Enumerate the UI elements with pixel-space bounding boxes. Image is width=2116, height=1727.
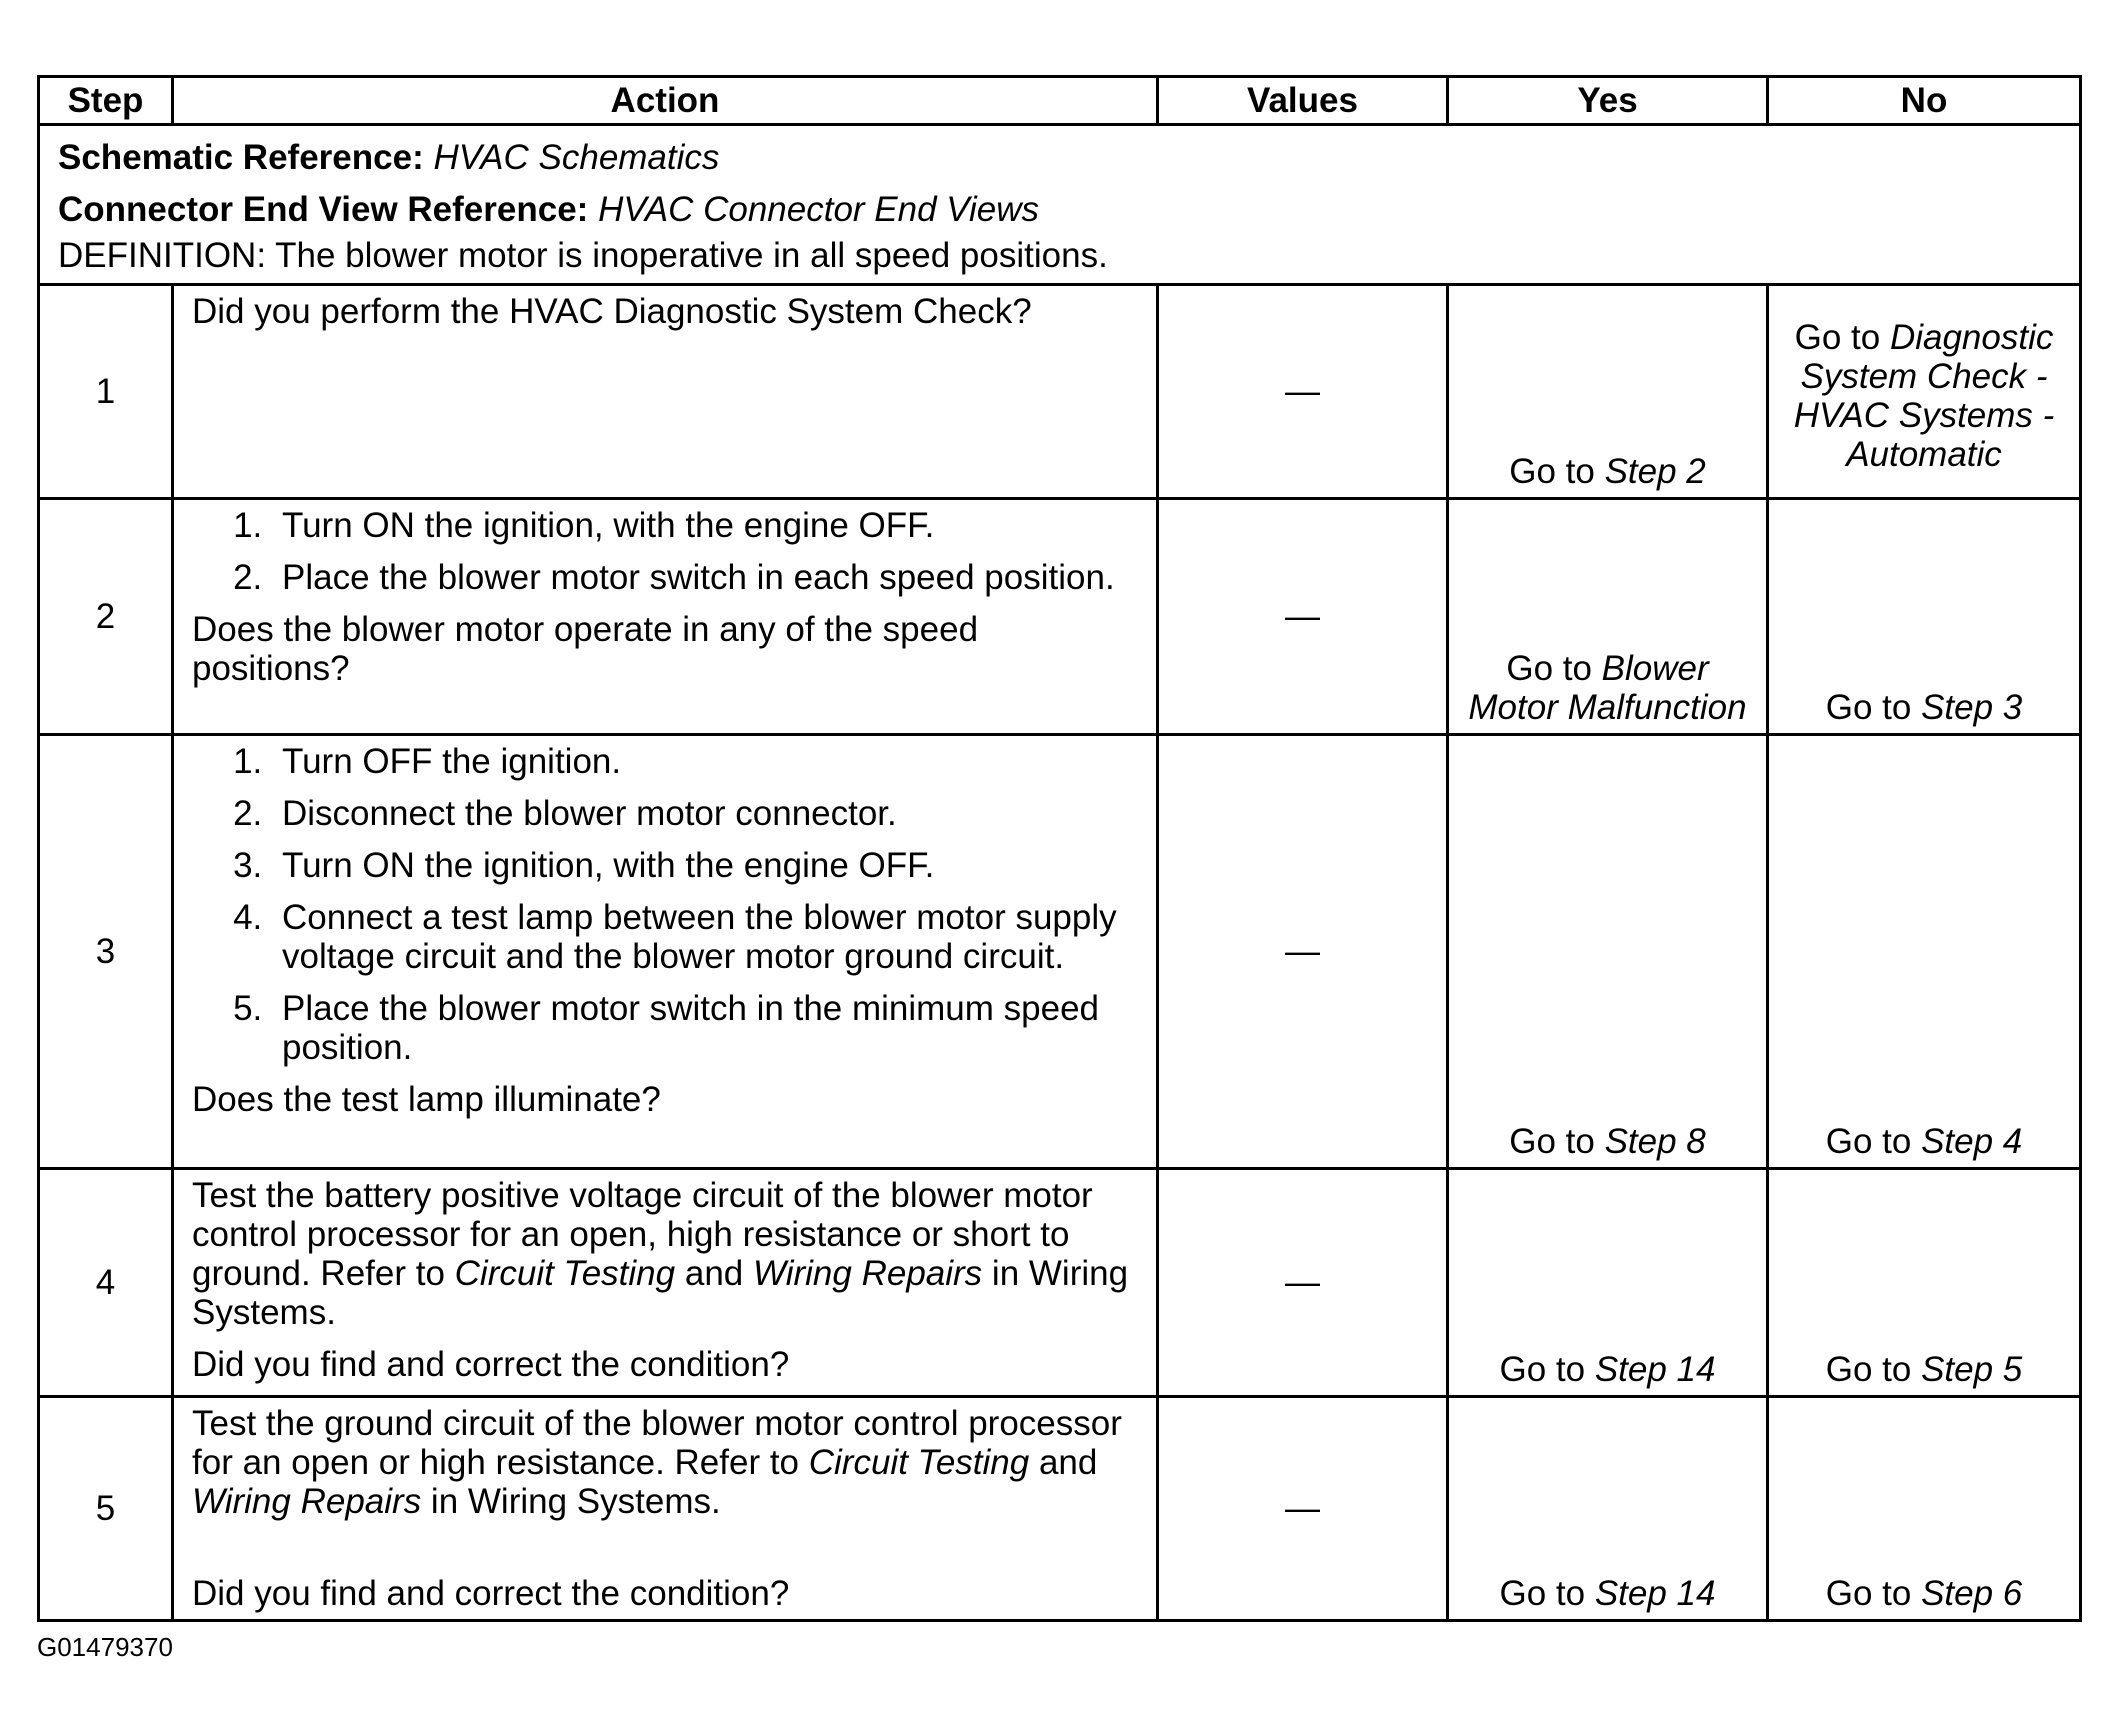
spacer [192, 1534, 1138, 1574]
no-link[interactable]: Step 4 [1921, 1122, 2023, 1161]
yes-cell [1448, 1169, 1768, 1397]
connector-reference [58, 184, 2061, 236]
list-item: 1. Turn ON the ignition, with the engine OFF. [272, 506, 1138, 545]
no-link[interactable]: Step 5 [1921, 1350, 2023, 1389]
no-prefix: Go to [1825, 1122, 1922, 1161]
no-cell [1768, 285, 2081, 499]
action-question: Did you find and correct the condition? [192, 1574, 790, 1613]
no-link[interactable]: Step 6 [1921, 1574, 2023, 1613]
values-cell: — [1158, 285, 1448, 499]
step-number: 5 [39, 1397, 173, 1621]
list-item: 3. Turn ON the ignition, with the engine OFF. [272, 846, 1138, 885]
no-cell [1768, 735, 2081, 1169]
connector-reference-label: Connector End View Reference: [58, 190, 589, 229]
connector-reference-link[interactable]: HVAC Connector End Views [598, 190, 1040, 229]
action-question: Did you perform the HVAC Diagnostic System Check? [192, 292, 1032, 331]
no-prefix: Go to [1794, 318, 1890, 357]
table-row [39, 499, 2081, 735]
step-number: 4 [39, 1169, 173, 1397]
yes-prefix: Go to [1509, 452, 1605, 491]
yes-link[interactable]: Step 14 [1594, 1350, 1716, 1389]
wiring-repairs-link[interactable]: Wiring Repairs [752, 1254, 983, 1293]
header-action: Action [173, 77, 1158, 125]
list-item: 2. Place the blower motor switch in each speed position. [272, 558, 1138, 597]
step-number: 2 [39, 499, 173, 735]
action-instruction [192, 1176, 1138, 1332]
action-cell [173, 735, 1158, 1169]
no-prefix: Go to [1825, 1574, 1922, 1613]
action-steps-list [192, 742, 1138, 1067]
circuit-testing-link[interactable]: Circuit Testing [454, 1254, 676, 1293]
no-prefix: Go to [1825, 1350, 1922, 1389]
definition-text: DEFINITION: The blower motor is inoperative in all speed positions. [58, 236, 1108, 275]
circuit-testing-link[interactable]: Circuit Testing [808, 1443, 1030, 1482]
table-row [39, 1169, 2081, 1397]
reference-cell [39, 125, 2081, 285]
yes-prefix: Go to [1506, 649, 1602, 688]
list-item: 2. Disconnect the blower motor connector. [272, 794, 1138, 833]
no-link[interactable]: Diagnostic System Check - HVAC Systems - Automatic [1793, 318, 2055, 474]
values-cell: — [1158, 1397, 1448, 1621]
figure-id: G01479370 [37, 1632, 173, 1662]
yes-cell [1448, 1397, 1768, 1621]
step-number: 1 [39, 285, 173, 499]
wiring-repairs-link[interactable]: Wiring Repairs [192, 1482, 422, 1521]
values-cell: — [1158, 735, 1448, 1169]
no-cell [1768, 1397, 2081, 1621]
values-cell: — [1158, 499, 1448, 735]
yes-prefix: Go to [1509, 1122, 1605, 1161]
table-row [39, 285, 2081, 499]
action-question: Does the blower motor operate in any of the speed positions? [192, 610, 979, 688]
header-step: Step [39, 77, 173, 125]
no-cell [1768, 1169, 2081, 1397]
action-instruction [192, 1404, 1138, 1521]
no-prefix: Go to [1825, 688, 1922, 727]
step-number: 3 [39, 735, 173, 1169]
action-question: Did you find and correct the condition? [192, 1345, 790, 1384]
yes-cell [1448, 285, 1768, 499]
list-item: 4. Connect a test lamp between the blower motor supply voltage circuit and the blower motor ground circuit. [272, 898, 1138, 976]
table-row [39, 1397, 2081, 1621]
yes-link[interactable]: Step 8 [1604, 1122, 1706, 1161]
action-cell [173, 1397, 1158, 1621]
list-item: 5. Place the blower motor switch in the minimum speed position. [272, 989, 1138, 1067]
yes-prefix: Go to [1499, 1574, 1595, 1613]
no-link[interactable]: Step 3 [1921, 688, 2023, 727]
yes-prefix: Go to [1499, 1350, 1595, 1389]
schematic-reference [58, 132, 2061, 184]
instruction-text: in Wiring Systems. [421, 1482, 721, 1521]
header-yes: Yes [1448, 77, 1768, 125]
instruction-text: in Wiring Systems. [192, 1254, 1129, 1332]
header-row [39, 77, 2081, 125]
instruction-text: and [1029, 1443, 1098, 1482]
reference-row [39, 125, 2081, 285]
yes-link[interactable]: Step 2 [1604, 452, 1706, 491]
yes-cell [1448, 735, 1768, 1169]
action-question: Does the test lamp illuminate? [192, 1080, 661, 1119]
instruction-text: Test the ground circuit of the blower motor control processor for an open or high resistance. Refer to [192, 1404, 1122, 1482]
yes-cell [1448, 499, 1768, 735]
schematic-reference-link[interactable]: HVAC Schematics [433, 138, 720, 177]
header-no: No [1768, 77, 2081, 125]
action-cell [173, 499, 1158, 735]
no-cell [1768, 499, 2081, 735]
action-cell [173, 285, 1158, 499]
diagnostic-table [37, 75, 2082, 1622]
table-row [39, 735, 2081, 1169]
values-cell: — [1158, 1169, 1448, 1397]
yes-link[interactable]: Step 14 [1594, 1574, 1716, 1613]
schematic-reference-label: Schematic Reference: [58, 138, 424, 177]
list-item: 1. Turn OFF the ignition. [272, 742, 1138, 781]
header-values: Values [1158, 77, 1448, 125]
instruction-text: Test the battery positive voltage circuit of the blower motor control processor for an open, high resistance or short to ground. Refer to [192, 1176, 1093, 1293]
action-cell [173, 1169, 1158, 1397]
instruction-text: and [675, 1254, 753, 1293]
action-steps-list [192, 506, 1138, 597]
yes-link[interactable]: Blower Motor Malfunction [1468, 649, 1747, 727]
